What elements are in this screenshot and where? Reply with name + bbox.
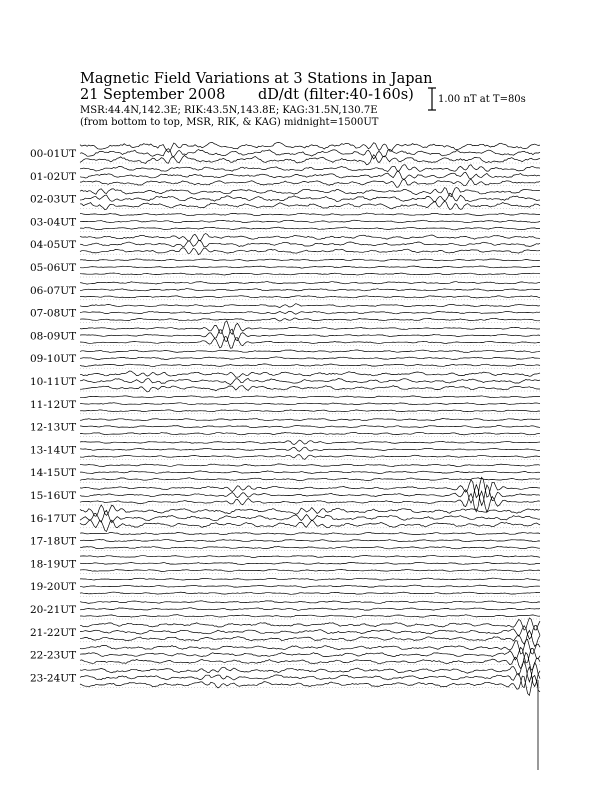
hour-row: [30, 578, 540, 596]
hour-row: [30, 234, 540, 255]
hour-label: 19-20UT: [30, 581, 77, 594]
hour-label: 06-07UT: [30, 284, 77, 297]
hour-row: [30, 601, 540, 619]
trace-kag: [80, 259, 540, 261]
trace-msr: [80, 318, 540, 321]
hour-row: [30, 188, 540, 210]
trace-msr: [80, 570, 540, 572]
trace-msr: [80, 273, 540, 275]
trace-rik: [80, 403, 540, 405]
trace-rik: [80, 289, 540, 291]
hour-row: [30, 464, 540, 482]
trace-rik: [80, 510, 540, 522]
trace-kag: [80, 419, 540, 421]
trace-rik: [80, 562, 540, 564]
hour-row: [30, 304, 540, 323]
trace-msr: [80, 336, 540, 348]
hour-label: 04-05UT: [30, 239, 77, 252]
trace-kag: [80, 661, 540, 682]
trace-msr: [80, 179, 540, 187]
trace-kag: [80, 555, 540, 557]
chart-title: Magnetic Field Variations at 3 Stations in Japan: [80, 71, 433, 87]
hour-row: [30, 143, 540, 165]
trace-kag: [80, 371, 540, 377]
chart-date: 21 September 2008: [80, 87, 226, 103]
trace-kag: [80, 440, 540, 445]
trace-msr: [80, 248, 540, 255]
trace-msr: [80, 364, 540, 367]
hour-label: 00-01UT: [30, 148, 77, 160]
trace-rik: [80, 193, 540, 202]
hour-row: [30, 555, 540, 573]
trace-rik: [80, 585, 540, 587]
trace-kag: [80, 165, 540, 172]
trace-msr: [80, 546, 540, 549]
trace-kag: [80, 350, 540, 352]
hour-row: [30, 396, 540, 414]
trace-rik: [80, 241, 540, 247]
hour-label: 16-17UT: [30, 512, 77, 525]
trace-rik: [80, 266, 540, 268]
hour-label: 12-13UT: [30, 421, 77, 434]
trace-msr: [80, 630, 540, 646]
hour-label: 07-08UT: [30, 307, 77, 320]
hour-label: 01-02UT: [30, 170, 77, 183]
hour-row: [30, 661, 540, 695]
hour-row: [30, 371, 540, 392]
hour-label: 11-12UT: [30, 398, 77, 411]
trace-rik: [80, 220, 540, 223]
trace-msr: [80, 615, 540, 618]
hour-label: 14-15UT: [30, 467, 77, 480]
hour-label: 15-16UT: [30, 490, 77, 502]
trace-rik: [80, 608, 540, 611]
hour-label: 22-23UT: [30, 649, 77, 662]
hour-row: [30, 419, 540, 437]
hour-label: 13-14UT: [30, 444, 77, 457]
hour-row: [30, 618, 540, 646]
scale-bar: [428, 88, 436, 110]
hour-label: 03-04UT: [30, 216, 77, 229]
trace-msr: [80, 520, 540, 532]
trace-rik: [80, 626, 540, 640]
trace-kag: [80, 143, 540, 153]
trace-rik: [80, 471, 540, 474]
trace-msr: [80, 455, 540, 460]
trace-msr: [80, 432, 540, 435]
trace-rik: [80, 329, 540, 341]
hour-label: 20-21UT: [30, 604, 77, 616]
trace-kag: [80, 396, 540, 398]
trace-msr: [80, 653, 540, 671]
trace-rik: [80, 149, 540, 159]
station-order-note: (from bottom to top, MSR, RIK, & KAG) midnight=1500UT: [80, 117, 379, 128]
trace-rik: [80, 357, 540, 360]
hour-label: 09-10UT: [30, 353, 77, 366]
hour-label: 08-09UT: [30, 330, 77, 343]
trace-kag: [80, 618, 540, 630]
trace-kag: [80, 304, 540, 308]
hour-row: [30, 259, 540, 277]
scale-bar-label: 1.00 nT at T=80s: [438, 94, 526, 105]
trace-rik: [80, 447, 540, 451]
hour-row: [30, 505, 540, 532]
trace-msr: [80, 155, 540, 165]
trace-msr: [80, 592, 540, 594]
hour-label: 18-19UT: [30, 558, 77, 571]
trace-kag: [80, 578, 540, 580]
trace-kag: [80, 532, 540, 534]
trace-rik: [80, 171, 540, 179]
hour-label: 02-03UT: [30, 193, 77, 206]
hour-label: 05-06UT: [30, 262, 77, 274]
trace-kag: [80, 213, 540, 216]
hour-row: [30, 639, 540, 670]
hour-row: [30, 477, 540, 512]
trace-msr: [80, 227, 540, 230]
trace-rik: [80, 426, 540, 428]
hour-row: [30, 282, 540, 300]
trace-kag: [80, 188, 540, 197]
trace-kag: [80, 505, 540, 516]
trace-kag: [80, 234, 540, 241]
hour-row: [30, 321, 540, 348]
trace-rik: [80, 378, 540, 384]
trace-kag: [80, 464, 540, 467]
hour-label: 17-18UT: [30, 535, 77, 548]
trace-kag: [80, 321, 540, 335]
trace-msr: [80, 410, 540, 412]
trace-rik: [80, 539, 540, 541]
hour-row: [30, 440, 540, 459]
hour-row: [30, 165, 540, 188]
hour-row: [30, 213, 540, 231]
station-coordinates: MSR:44.4N,142.3E; RIK:43.5N,143.8E; KAG:31.5N,130.7E: [80, 105, 378, 116]
hour-label: 10-11UT: [30, 376, 77, 388]
chart-mode: dD/dt (filter:40-160s): [258, 87, 414, 103]
trace-msr: [80, 676, 540, 696]
hour-row: [30, 532, 540, 550]
trace-kag: [80, 601, 540, 604]
hour-row: [30, 350, 540, 368]
hour-label: 21-22UT: [30, 626, 77, 639]
trace-kag: [80, 282, 540, 285]
trace-rik: [80, 311, 540, 314]
hour-label: 23-24UT: [30, 672, 77, 685]
trace-msr: [80, 386, 540, 392]
trace-msr: [80, 296, 540, 298]
